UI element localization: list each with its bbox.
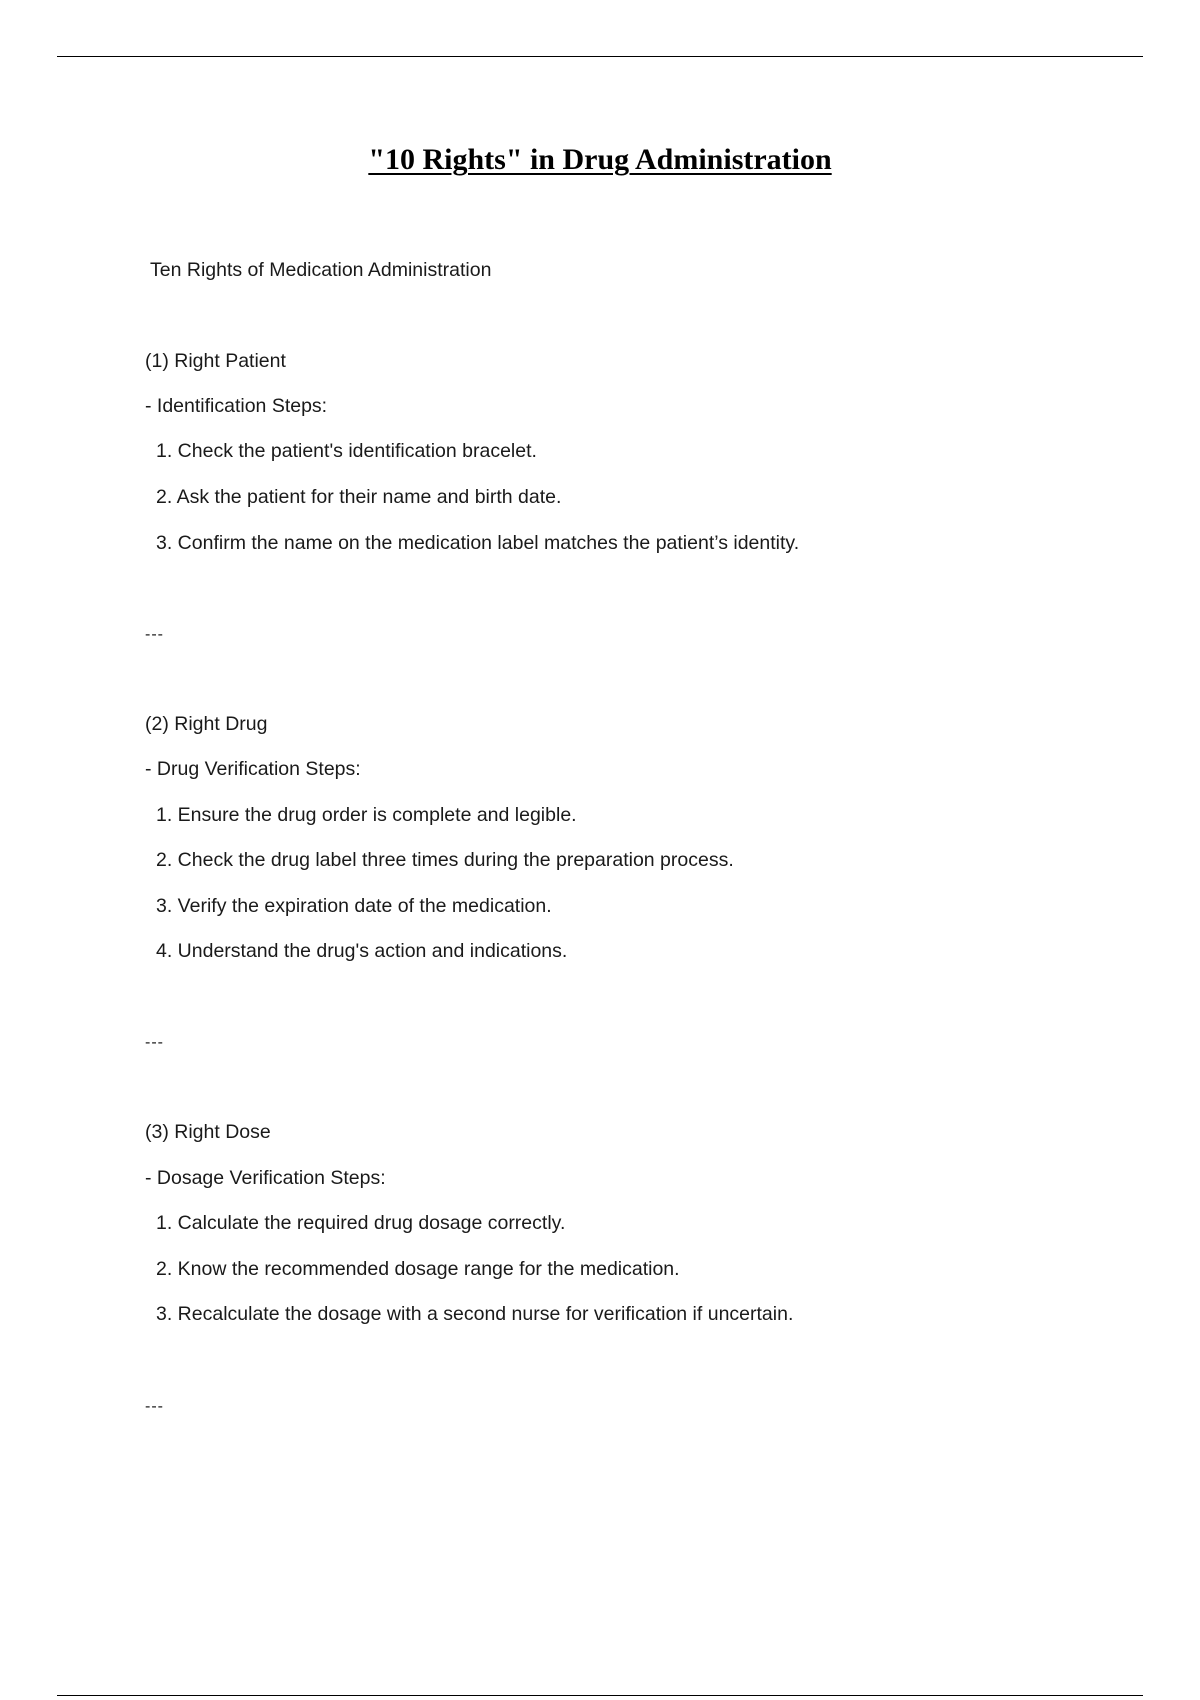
- section-1-step-2: 2. Ask the patient for their name and birth date.: [156, 486, 562, 508]
- section-separator-2: ---: [145, 1034, 164, 1051]
- section-2-step-1: 1. Ensure the drug order is complete and legible.: [156, 804, 577, 826]
- section-2-subheading: - Drug Verification Steps:: [145, 758, 361, 780]
- section-2-step-2: 2. Check the drug label three times during the preparation process.: [156, 849, 734, 871]
- section-3-heading: (3) Right Dose: [145, 1121, 271, 1143]
- page-title: [0, 140, 1200, 180]
- section-3-subheading: - Dosage Verification Steps:: [145, 1167, 386, 1189]
- top-divider: [57, 56, 1143, 57]
- bottom-divider: [57, 1695, 1143, 1696]
- section-2-heading: (2) Right Drug: [145, 713, 268, 735]
- section-2-step-3: 3. Verify the expiration date of the medication.: [156, 895, 552, 917]
- section-3-step-3: 3. Recalculate the dosage with a second nurse for verification if uncertain.: [156, 1303, 794, 1325]
- section-separator-3: ---: [145, 1398, 164, 1415]
- section-3-step-1: 1. Calculate the required drug dosage correctly.: [156, 1212, 566, 1234]
- section-1-step-3: 3. Confirm the name on the medication label matches the patient’s identity.: [156, 532, 800, 554]
- section-3-step-2: 2. Know the recommended dosage range for the medication.: [156, 1258, 680, 1280]
- section-1-heading: (1) Right Patient: [145, 350, 286, 372]
- section-2-step-4: 4. Understand the drug's action and indications.: [156, 940, 568, 962]
- section-1-subheading: - Identification Steps:: [145, 395, 328, 417]
- section-1-step-1: 1. Check the patient's identification bracelet.: [156, 440, 537, 462]
- section-separator-1: ---: [145, 626, 164, 643]
- document-subtitle: Ten Rights of Medication Administration: [150, 259, 492, 281]
- page-title-text: "10 Rights" in Drug Administration: [368, 143, 832, 176]
